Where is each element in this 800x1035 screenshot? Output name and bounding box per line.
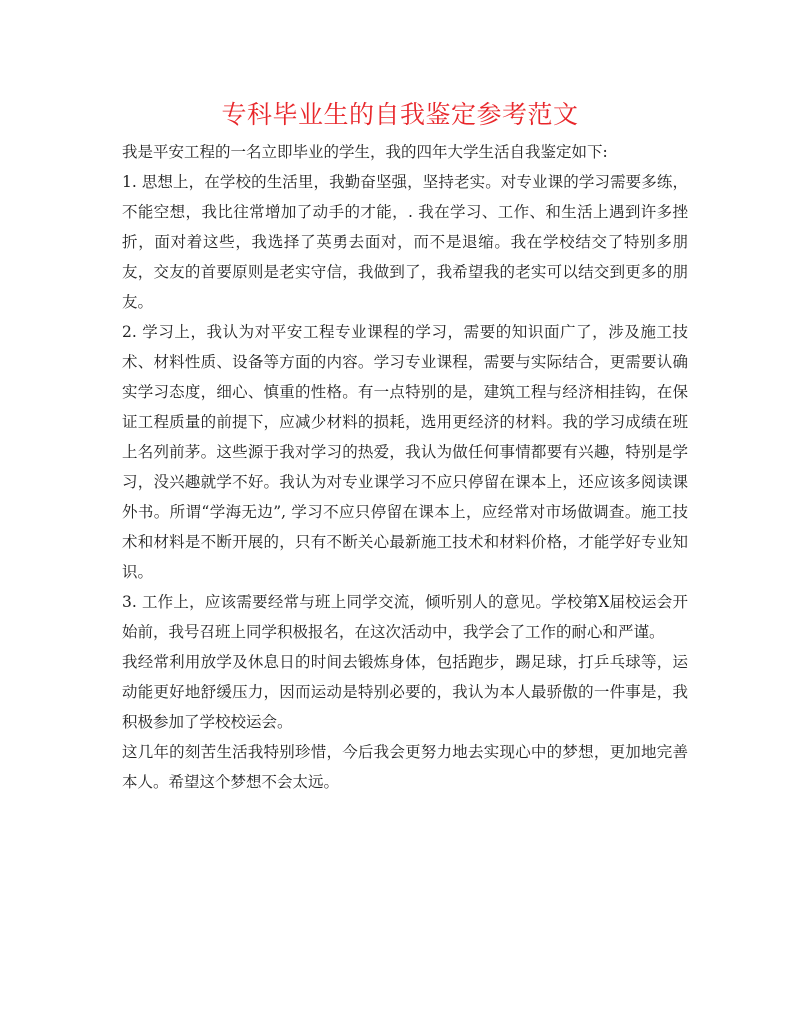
work-paragraph: 3. 工作上，应该需要经常与班上同学交流，倾听别人的意见。学校第X届校运会开始前，我号召班上同学积极报名，在这次活动中，我学会了工作的耐心和严谨。: [122, 593, 688, 641]
study-paragraph: 2. 学习上，我认为对平安工程专业课程的学习，需要的知识面广了，涉及施工技术、材料性质、设备等方面的内容。学习专业课程，需要与实际结合，更需要认确实学习态度，细心、慎重的性格。有一点特别的是，建筑工程与经济相挂钩，在保证工程质量的前提下，应减少材料的损耗，选用更经济的材料。我的学习成绩在班上名列前茅。这些源于我对学习的热爱，我认为做任何事情都要有兴趣，特别是学习，没兴趣就学不好。我认为对专业课学习不应只停留在课本上，还应该多阅读课外书。所谓“学海无边”, 学习不应只停留在课本上，应经常对市场做调查。施工技术和材料是不断开展的，只有不断关心最新施工技术和材料价格，才能学好专业知识。: [122, 323, 688, 581]
intro-paragraph: 我是平安工程的一名立即毕业的学生，我的四年大学生活自我鉴定如下:: [122, 143, 608, 161]
ideology-paragraph: 1. 思想上，在学校的生活里，我勤奋坚强，坚持老实。对专业课的学习需要多练，不能空想，我比往常增加了动手的才能，. 我在学习、工作、和生活上遇到许多挫折，面对着这些，我选择了英勇去面对，而不是退缩。我在学校结交了特别多朋友，交友的首要原则是老实守信，我做到了，我希望我的老实可以结交到更多的朋友。: [122, 173, 688, 311]
exercise-paragraph: 我经常利用放学及休息日的时间去锻炼身体，包括跑步，踢足球，打乒乓球等，运动能更好地舒缓压力，因而运动是特别必要的，我认为本人最骄傲的一件事是，我积极参加了学校校运会。: [122, 653, 688, 731]
closing-paragraph: 这几年的刻苦生活我特别珍惜，今后我会更努力地去实现心中的梦想，更加地完善本人。希望这个梦想不会太远。: [122, 743, 688, 791]
document-title: 专科毕业生的自我鉴定参考范文: [221, 100, 579, 129]
document-body: [122, 137, 688, 797]
